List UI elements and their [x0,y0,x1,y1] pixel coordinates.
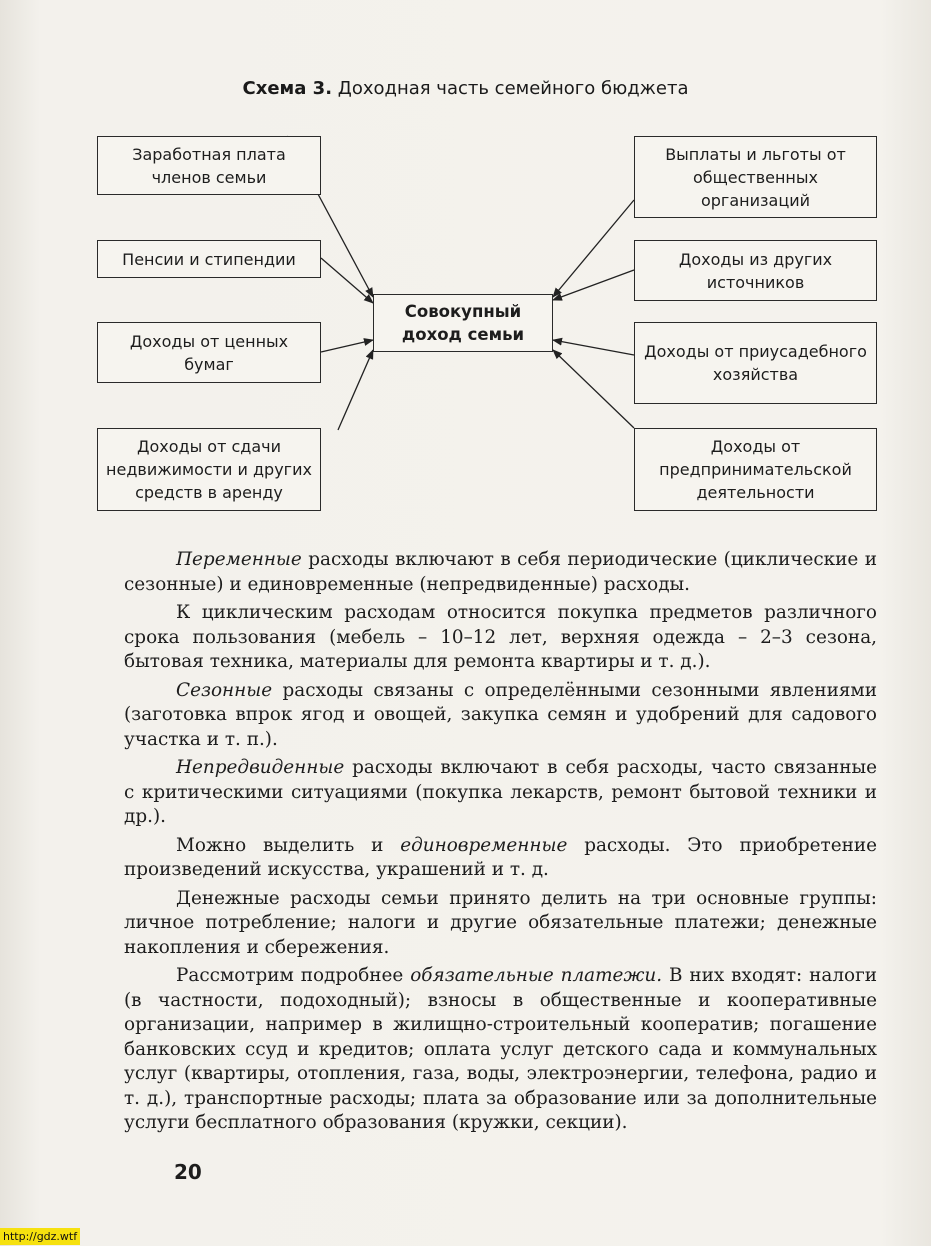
page-number: 20 [174,1160,202,1184]
box-benefits: Выплаты и льготы от общественных организаций [634,136,877,218]
box-total-income: Совокупный доход семьи [373,294,553,352]
paragraph-mandatory-payments: Рассмотрим подробнее обязательные платежи. В них входят: налоги (в частности, подоходный); взносы в общественные и кооперативные организации, например в жилищно-строительный кооператив; погашение банковских ссуд и кредитов; оплата услуг детского сада и коммунальных услуг (квартиры, отопления, газа, воды, электроэнергии, телефона, радио и т. д.), транспортные расходы; плата за образование или за дополнительные услуги бесплатного образования (кружки, секции). [124,965,877,1133]
watermark-link[interactable]: http://gdz.wtf [0,1228,80,1245]
box-securities: Доходы от ценных бумаг [97,322,321,383]
paragraph-one-time-expenses: Можно выделить и единовременные расходы. Это приобретение произведений искусства, украшений и т. д. [124,834,877,880]
paragraph-seasonal-expenses: Сезонные расходы связаны с определёнными сезонными явлениями (заготовка впрок ягод и овощей, закупка семян и удобрений для садового участка и т. п.). [124,679,877,750]
box-business: Доходы от предпринимательской деятельности [634,428,877,511]
box-pensions: Пенсии и стипендии [97,240,321,278]
paragraph-cyclic-expenses: К циклическим расходам относится покупка предметов различного срока пользования (мебель – 10–12 лет, верхняя одежда – 2–3 сезона, бытовая техника, материалы для ремонта квартиры и т. д.). [124,602,877,672]
arrow-right-2 [553,270,634,300]
diagram-title: Схема 3. Доходная часть семейного бюджета [242,78,689,99]
body-text [124,548,877,1136]
box-rent: Доходы от сдачи недвижимости и других средств в аренду [97,428,321,511]
arrow-right-4 [553,350,634,428]
box-other-sources: Доходы из других источников [634,240,877,301]
paragraph-expense-groups: Денежные расходы семьи принято делить на три основные группы: личное потребление; налоги и другие обязательные платежи; денежные накопления и сбережения. [124,887,877,958]
arrow-left-4 [338,350,373,430]
paragraph-unforeseen-expenses: Непредвиденные расходы включают в себя расходы, часто связанные с критическими ситуациями (покупка лекарств, ремонт бытовой техники и др.). [124,757,877,827]
arrow-left-2 [321,258,373,303]
paragraph-variable-expenses: Переменные расходы включают в себя периодические (циклические и сезонные) и единовременные (непредвиденные) расходы. [124,549,877,595]
box-salary: Заработная плата членов семьи [97,136,321,195]
arrow-left-3 [321,340,373,352]
box-household-plot: Доходы от приусадебного хозяйства [634,322,877,404]
arrow-right-1 [553,200,634,297]
arrow-right-3 [553,340,634,355]
